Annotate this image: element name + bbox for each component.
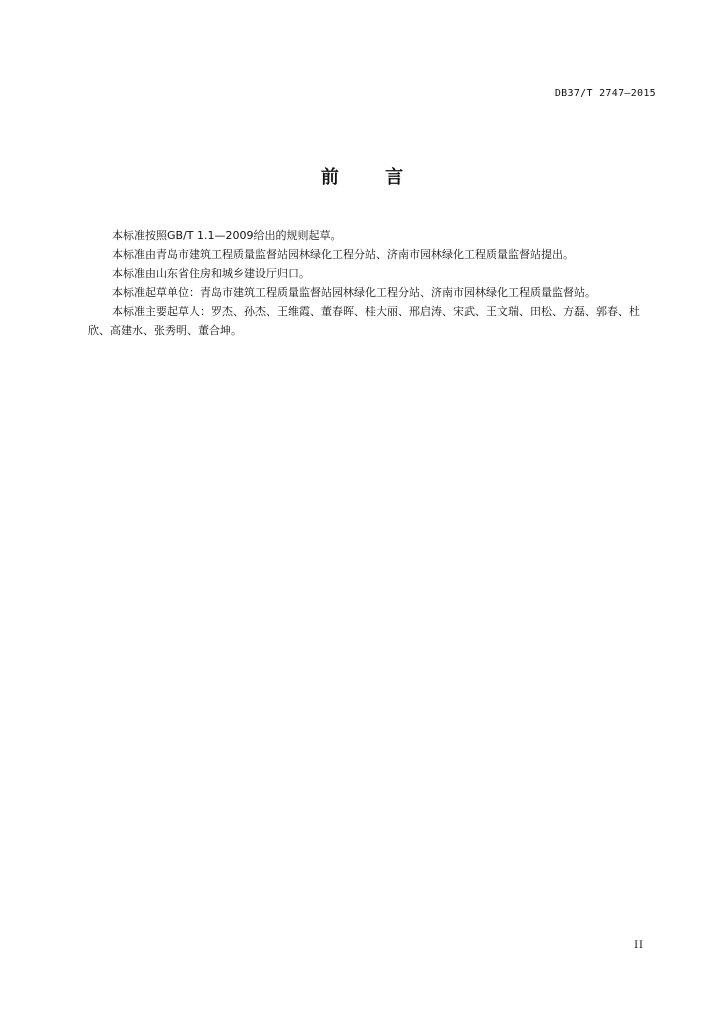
paragraph-proposer: 本标准由青岛市建筑工程质量监督站园林绿化工程分站、济南市园林绿化工程质量监督站提出。: [112, 248, 574, 261]
paragraph-drafting-rules: 本标准按照GB/T 1.1—2009给出的规则起草。: [112, 229, 342, 242]
document-code: DB37/T 2747—2015: [554, 88, 656, 99]
page-number: II: [634, 940, 644, 951]
foreword-body: [88, 226, 660, 340]
paragraph-authority: 本标准由山东省住房和城乡建设厅归口。: [112, 267, 310, 280]
page-title: 前 言: [320, 167, 424, 188]
paragraph-drafting-units: 本标准起草单位：青岛市建筑工程质量监督站园林绿化工程分站、济南市园林绿化工程质量监督站。: [112, 286, 596, 299]
paragraph-drafters: 本标准主要起草人：罗杰、孙杰、王维霞、董春晖、桂大丽、邢启涛、宋武、王文瑞、田松、方磊、郭春、杜欣、高建水、张秀明、董合坤。: [88, 305, 640, 337]
